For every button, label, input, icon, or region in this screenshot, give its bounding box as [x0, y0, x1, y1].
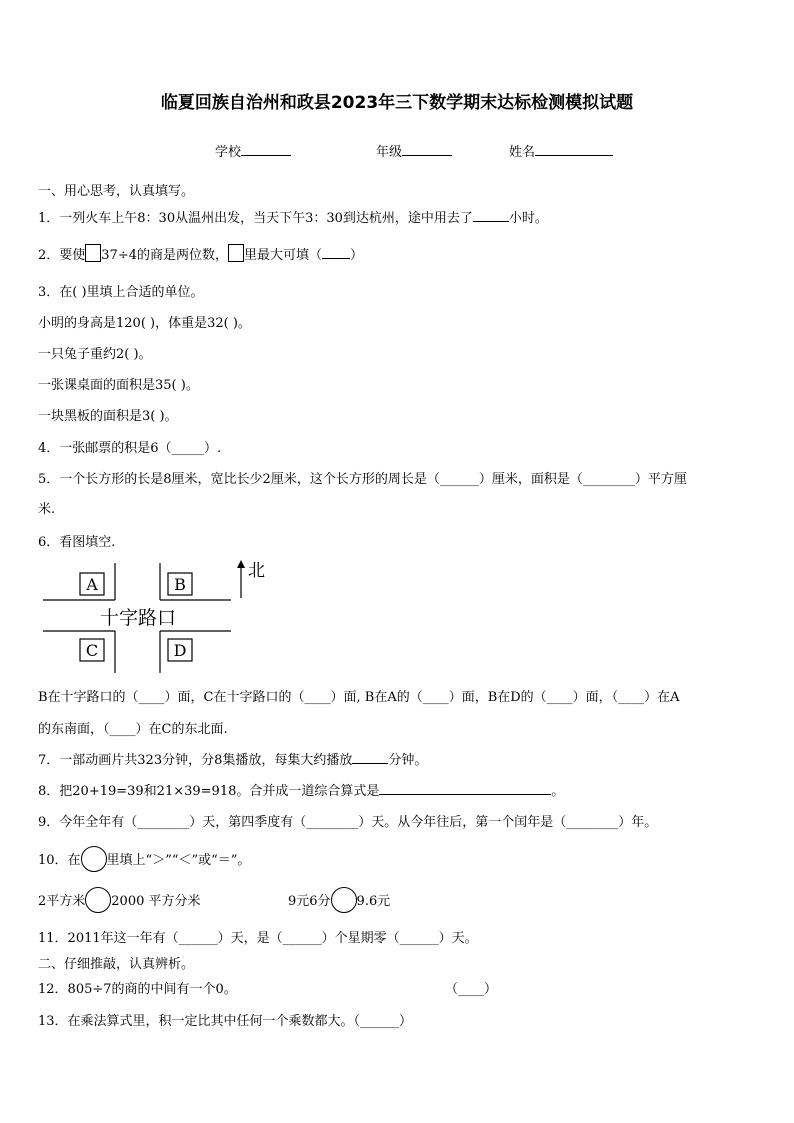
- q8-text: 8．把20+19=39和21×39=918。合并成一道综合算式是: [38, 784, 380, 799]
- question-12: 12．805÷7的商的中间有一个0。: [38, 982, 237, 997]
- label-c: C: [85, 641, 99, 660]
- question-10-compare-2: [288, 887, 390, 913]
- crossroad-diagram: [38, 558, 278, 678]
- question-11: 11．2011年这一年有（______）天，是（______）个星期零（______）天。: [38, 931, 478, 946]
- question-10-head: [38, 846, 250, 872]
- q7-answer-blank[interactable]: [352, 749, 388, 764]
- question-4: 4．一张邮票的积是6（_____）.: [38, 441, 222, 456]
- question-1: [38, 207, 548, 226]
- q1-answer-blank[interactable]: [473, 207, 509, 222]
- question-3-line-1: 小明的身高是120( )，体重是32( )。: [38, 316, 251, 331]
- q8-end: 。: [551, 784, 565, 799]
- question-8: [38, 780, 564, 799]
- crossroad-label: 十字路口: [99, 607, 177, 629]
- grade-label: 年级: [376, 145, 403, 160]
- q2-box-1[interactable]: [85, 244, 101, 262]
- section-2-heading: 二、仔细推敲，认真辨析。: [38, 957, 195, 972]
- q2-text-b: 37÷4的商是两位数，: [101, 248, 228, 263]
- q1-text: 1．一列火车上午8：30从温州出发，当天下午3：30到达杭州，途中用去了: [38, 211, 473, 226]
- question-13: 13．在乘法算式里，积一定比其中任何一个乘数都大。（______）: [38, 1014, 413, 1029]
- question-6-line-1: B在十字路口的（____）面，C在十字路口的（____）面, B在A的（____）面，B在D的（____）面，（____）在A: [38, 690, 680, 705]
- label-b: B: [174, 575, 186, 594]
- q2-text-c: 里最大可填（: [244, 248, 323, 263]
- q10-circle-example: [81, 846, 107, 872]
- q2-answer-blank[interactable]: [322, 244, 350, 259]
- q2-box-2[interactable]: [228, 244, 244, 262]
- page-title: 临夏回族自治州和政县2023年三下数学期末达标检测模拟试题: [160, 93, 634, 113]
- compare-2-right: 9.6元: [356, 894, 391, 909]
- question-9: 9．今年全年有（________）天，第四季度有（________）天。从今年往后，第一个闰年是（________）年。: [38, 815, 658, 830]
- grade-blank[interactable]: [402, 141, 452, 156]
- label-d: D: [173, 641, 187, 660]
- grade-field[interactable]: [376, 141, 452, 160]
- q10-text-a: 10．在: [38, 853, 81, 868]
- question-10-compare-1: [38, 887, 201, 913]
- section-1-heading: 一、用心思考，认真填写。: [38, 184, 195, 199]
- compare-1-circle[interactable]: [85, 887, 111, 913]
- question-2: [38, 244, 363, 263]
- q10-text-b: 里填上“＞”“＜”或“＝”。: [106, 853, 251, 868]
- question-6-line-2: 的东南面，（____）在C的东北面.: [38, 722, 228, 737]
- compare-1-right: 2000 平方分米: [111, 894, 201, 909]
- question-7: [38, 749, 427, 768]
- question-6-head: 6．看图填空.: [38, 535, 116, 550]
- q2-text-a: 2．要使: [38, 248, 86, 263]
- question-3-line-2: 一只兔子重约2( )。: [38, 347, 152, 362]
- question-5-line-2: 米.: [38, 502, 56, 517]
- compare-2-circle[interactable]: [331, 887, 357, 913]
- school-blank[interactable]: [241, 141, 291, 156]
- q7-unit: 分钟。: [388, 753, 428, 768]
- name-label: 姓名: [509, 145, 536, 160]
- compare-2-left: 9元6分: [288, 894, 331, 909]
- q8-answer-blank[interactable]: [379, 780, 551, 795]
- name-blank[interactable]: [535, 141, 613, 156]
- q1-unit: 小时。: [508, 211, 548, 226]
- school-field[interactable]: [215, 141, 291, 160]
- question-3-line-4: 一块黑板的面积是3( )。: [38, 409, 178, 424]
- q2-text-d: ）: [350, 248, 364, 263]
- question-3-head: 3．在( )里填上合适的单位。: [38, 285, 204, 300]
- q7-text: 7．一部动画片共323分钟，分8集播放，每集大约播放: [38, 753, 353, 768]
- north-label: 北: [248, 561, 265, 581]
- north-arrow-icon: [237, 560, 245, 568]
- compare-1-left: 2平方米: [38, 894, 86, 909]
- label-a: A: [86, 575, 98, 594]
- question-5-line-1: 5．一个长方形的长是8厘米，宽比长少2厘米，这个长方形的周长是（______）厘米，面积是（________）平方厘: [38, 472, 687, 487]
- name-field[interactable]: [509, 141, 613, 160]
- q12-answer-paren[interactable]: （____）: [445, 982, 498, 997]
- question-3-line-3: 一张课桌面的面积是35( )。: [38, 378, 199, 393]
- school-label: 学校: [215, 145, 242, 160]
